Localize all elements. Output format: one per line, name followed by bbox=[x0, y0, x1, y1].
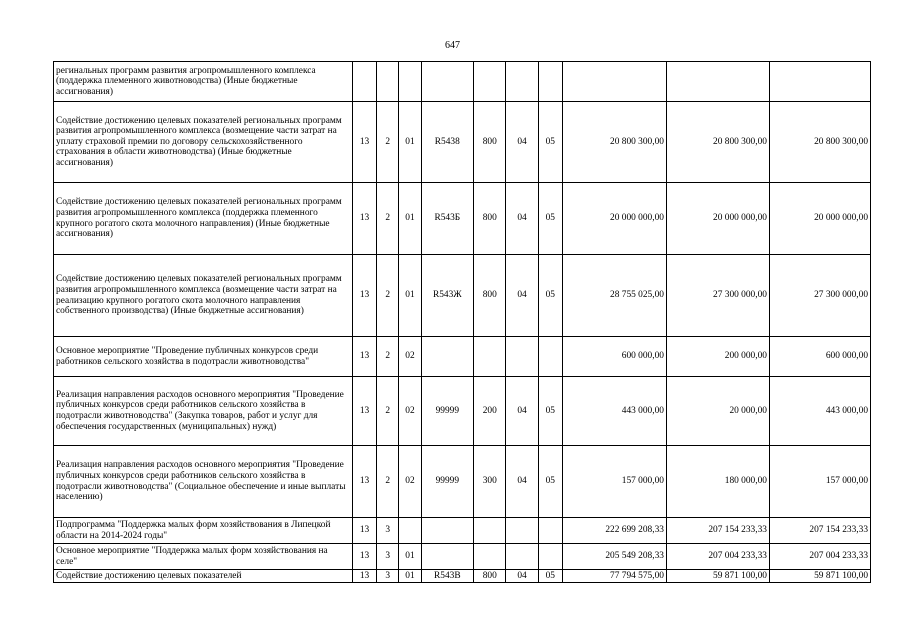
table-row bbox=[54, 518, 871, 544]
amount-cell: 20 000,00 bbox=[666, 377, 769, 446]
code-cell: 99999 bbox=[421, 446, 474, 518]
code-cell: 3 bbox=[377, 544, 399, 570]
amount-cell: 600 000,00 bbox=[562, 337, 666, 377]
amount-cell bbox=[666, 62, 769, 102]
code-cell: R543Ж bbox=[421, 255, 474, 337]
code-cell: 05 bbox=[538, 446, 562, 518]
amount-cell: 205 549 208,33 bbox=[562, 544, 666, 570]
code-cell: 05 bbox=[538, 102, 562, 183]
code-cell bbox=[474, 544, 506, 570]
amount-cell: 27 300 000,00 bbox=[666, 255, 769, 337]
code-cell bbox=[506, 544, 538, 570]
amount-cell: 207 004 233,33 bbox=[769, 544, 870, 570]
code-cell: 04 bbox=[506, 102, 538, 183]
code-cell: 13 bbox=[352, 183, 376, 255]
table-row bbox=[54, 183, 871, 255]
code-cell: 13 bbox=[352, 518, 376, 544]
page-number: 647 bbox=[445, 40, 460, 51]
code-cell: R543В bbox=[421, 570, 474, 583]
code-cell: R543Б bbox=[421, 183, 474, 255]
code-cell bbox=[399, 518, 421, 544]
code-cell: 800 bbox=[474, 255, 506, 337]
code-cell: 3 bbox=[377, 518, 399, 544]
code-cell: 01 bbox=[399, 102, 421, 183]
amount-cell: 207 004 233,33 bbox=[666, 544, 769, 570]
code-cell: 04 bbox=[506, 377, 538, 446]
code-cell: 04 bbox=[506, 446, 538, 518]
amount-cell: 600 000,00 bbox=[769, 337, 870, 377]
code-cell: 2 bbox=[377, 377, 399, 446]
code-cell bbox=[421, 544, 474, 570]
code-cell: 05 bbox=[538, 183, 562, 255]
code-cell: 01 bbox=[399, 544, 421, 570]
row-description: Основное мероприятие "Проведение публичных конкурсов среди работников сельского хозяйства в подотрасли животноводства" bbox=[54, 337, 353, 377]
amount-cell: 180 000,00 bbox=[666, 446, 769, 518]
table-row bbox=[54, 377, 871, 446]
amount-cell: 443 000,00 bbox=[769, 377, 870, 446]
amount-cell: 59 871 100,00 bbox=[769, 570, 870, 583]
code-cell: 200 bbox=[474, 377, 506, 446]
code-cell bbox=[377, 62, 399, 102]
amount-cell: 20 800 300,00 bbox=[769, 102, 870, 183]
amount-cell: 20 800 300,00 bbox=[666, 102, 769, 183]
amount-cell: 443 000,00 bbox=[562, 377, 666, 446]
code-cell: R5438 bbox=[421, 102, 474, 183]
code-cell: 13 bbox=[352, 446, 376, 518]
code-cell: 2 bbox=[377, 446, 399, 518]
code-cell bbox=[421, 62, 474, 102]
amount-cell: 222 699 208,33 bbox=[562, 518, 666, 544]
code-cell: 13 bbox=[352, 377, 376, 446]
amount-cell: 27 300 000,00 bbox=[769, 255, 870, 337]
code-cell: 3 bbox=[377, 570, 399, 583]
code-cell: 02 bbox=[399, 377, 421, 446]
code-cell: 2 bbox=[377, 102, 399, 183]
amount-cell: 77 794 575,00 bbox=[562, 570, 666, 583]
code-cell: 2 bbox=[377, 183, 399, 255]
code-cell bbox=[506, 518, 538, 544]
code-cell bbox=[421, 337, 474, 377]
budget-table bbox=[53, 61, 871, 583]
amount-cell: 157 000,00 bbox=[769, 446, 870, 518]
code-cell bbox=[538, 518, 562, 544]
code-cell bbox=[538, 337, 562, 377]
table-row bbox=[54, 446, 871, 518]
code-cell: 300 bbox=[474, 446, 506, 518]
code-cell bbox=[474, 337, 506, 377]
amount-cell: 200 000,00 bbox=[666, 337, 769, 377]
row-description: Подпрограмма "Поддержка малых форм хозяйствования в Липецкой области на 2014-2024 годы" bbox=[54, 518, 353, 544]
table-row bbox=[54, 544, 871, 570]
code-cell: 800 bbox=[474, 102, 506, 183]
code-cell: 13 bbox=[352, 570, 376, 583]
amount-cell: 207 154 233,33 bbox=[666, 518, 769, 544]
table-row bbox=[54, 102, 871, 183]
code-cell bbox=[538, 544, 562, 570]
row-description: Содействие достижению целевых показателей региональных программ развития агропромышленного комплекса (возмещение части затрат на уплату страховой премии по договору сельскохозяйственного страхования в области животноводства) (Иные бюджетные ассигнования) bbox=[54, 102, 353, 183]
code-cell: 05 bbox=[538, 570, 562, 583]
code-cell: 05 bbox=[538, 255, 562, 337]
code-cell: 13 bbox=[352, 102, 376, 183]
code-cell: 800 bbox=[474, 570, 506, 583]
code-cell: 13 bbox=[352, 544, 376, 570]
row-description: Содействие достижению целевых показателей bbox=[54, 570, 353, 583]
amount-cell: 157 000,00 bbox=[562, 446, 666, 518]
code-cell: 01 bbox=[399, 183, 421, 255]
table-row bbox=[54, 570, 871, 583]
amount-cell: 28 755 025,00 bbox=[562, 255, 666, 337]
amount-cell: 20 000 000,00 bbox=[562, 183, 666, 255]
row-description: Содействие достижению целевых показателей региональных программ развития агропромышленного комплекса (возмещение части затрат на реализацию крупного рогатого скота молочного направления собственного производства) (Иные бюджетные ассигнования) bbox=[54, 255, 353, 337]
code-cell: 02 bbox=[399, 337, 421, 377]
table-row bbox=[54, 255, 871, 337]
amount-cell: 20 000 000,00 bbox=[666, 183, 769, 255]
row-description: Реализация направления расходов основного мероприятия "Проведение публичных конкурсов среди работников сельского хозяйства в подотрасли животноводства" (Социальное обеспечение и иные выплаты населению) bbox=[54, 446, 353, 518]
code-cell: 01 bbox=[399, 570, 421, 583]
code-cell bbox=[421, 518, 474, 544]
code-cell bbox=[506, 337, 538, 377]
code-cell: 05 bbox=[538, 377, 562, 446]
row-description: Содействие достижению целевых показателей региональных программ развития агропромышленного комплекса (поддержка племенного крупного рогатого скота молочного направления) (Иные бюджетные ассигнования) bbox=[54, 183, 353, 255]
code-cell: 04 bbox=[506, 570, 538, 583]
code-cell bbox=[538, 62, 562, 102]
row-description: Основное мероприятие "Поддержка малых форм хозяйствования на селе" bbox=[54, 544, 353, 570]
code-cell: 01 bbox=[399, 255, 421, 337]
amount-cell: 20 000 000,00 bbox=[769, 183, 870, 255]
amount-cell bbox=[562, 62, 666, 102]
code-cell bbox=[399, 62, 421, 102]
amount-cell: 20 800 300,00 bbox=[562, 102, 666, 183]
amount-cell bbox=[769, 62, 870, 102]
table-row bbox=[54, 337, 871, 377]
code-cell bbox=[352, 62, 376, 102]
row-description: Реализация направления расходов основного мероприятия "Проведение публичных конкурсов среди работников сельского хозяйства в подотрасли животноводства" (Закупка товаров, работ и услуг для обеспечения государственных (муниципальных) нужд) bbox=[54, 377, 353, 446]
table-row bbox=[54, 62, 871, 102]
amount-cell: 207 154 233,33 bbox=[769, 518, 870, 544]
code-cell: 13 bbox=[352, 337, 376, 377]
code-cell bbox=[474, 62, 506, 102]
code-cell: 2 bbox=[377, 337, 399, 377]
row-description: регинальных программ развития агропромышленного комплекса (поддержка племенного животноводства) (Иные бюджетные ассигнования) bbox=[54, 62, 353, 102]
code-cell: 04 bbox=[506, 255, 538, 337]
code-cell bbox=[506, 62, 538, 102]
code-cell: 13 bbox=[352, 255, 376, 337]
code-cell: 04 bbox=[506, 183, 538, 255]
code-cell: 2 bbox=[377, 255, 399, 337]
code-cell: 99999 bbox=[421, 377, 474, 446]
amount-cell: 59 871 100,00 bbox=[666, 570, 769, 583]
code-cell: 800 bbox=[474, 183, 506, 255]
code-cell: 02 bbox=[399, 446, 421, 518]
code-cell bbox=[474, 518, 506, 544]
